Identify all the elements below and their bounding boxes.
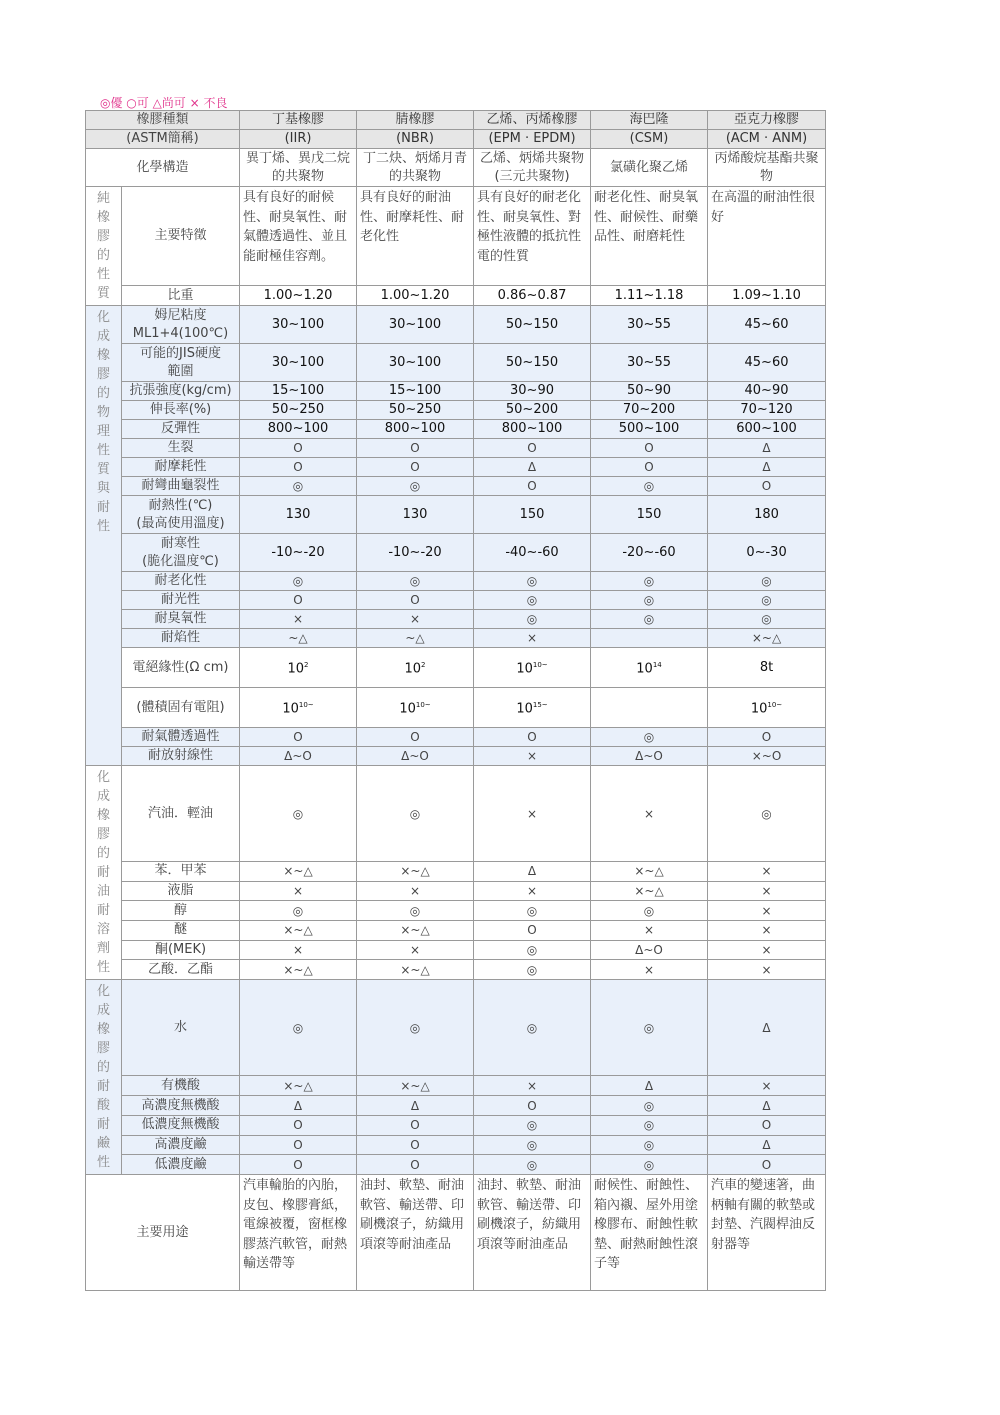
value-cell: × (591, 766, 708, 862)
value-cell: O (357, 591, 474, 610)
value-cell: O (591, 439, 708, 458)
value-cell: Δ (240, 1096, 357, 1116)
value-cell: × (240, 610, 357, 629)
value-cell: $10^{10\sim}$ (708, 688, 826, 728)
row-label: 低濃度無機酸 (122, 1115, 240, 1135)
rubber-property-table (85, 110, 826, 1291)
table-row (86, 591, 826, 610)
value-cell: 70~120 (708, 401, 826, 420)
row-label: 耐熱性(℃) (最高使用溫度) (122, 496, 240, 534)
value-cell: Δ~O (591, 940, 708, 960)
value-cell: 130 (357, 496, 474, 534)
value-cell: $10^{15\sim}$ (474, 688, 591, 728)
value-cell: O (708, 1155, 826, 1175)
value-cell: O (357, 439, 474, 458)
value-cell: ×~△ (240, 1076, 357, 1096)
table-row (86, 1076, 826, 1096)
value-cell: Δ (708, 1096, 826, 1116)
value-cell: ×~△ (591, 881, 708, 901)
value-cell: × (708, 881, 826, 901)
value-cell: ◎ (591, 901, 708, 921)
value-cell: 8t (708, 648, 826, 688)
value-cell: O (591, 458, 708, 477)
header-astm-code: (CSM) (591, 130, 708, 149)
value-cell: O (240, 1135, 357, 1155)
table-row (86, 187, 826, 286)
value-cell (591, 629, 708, 648)
value-cell: 30~55 (591, 344, 708, 382)
table-row (86, 1096, 826, 1116)
value-cell: ◎ (357, 477, 474, 496)
value-cell: Δ~O (357, 747, 474, 766)
header-structure: 丙烯酸烷基酯共聚物 (708, 149, 826, 187)
value-cell: × (474, 629, 591, 648)
value-cell: ◎ (591, 728, 708, 747)
value-cell: × (708, 1076, 826, 1096)
exponent: 14 (652, 661, 662, 670)
value-cell: ◎ (591, 1115, 708, 1135)
value-cell: ×~O (708, 747, 826, 766)
value-cell: ◎ (474, 572, 591, 591)
value-cell: × (357, 940, 474, 960)
value-cell: 50~250 (357, 401, 474, 420)
value-cell: O (474, 728, 591, 747)
value-cell: O (357, 728, 474, 747)
value-cell: 180 (708, 496, 826, 534)
table-row (86, 688, 826, 728)
table-row (86, 534, 826, 572)
header-rubber-type-label: 橡膠種類 (86, 111, 240, 130)
header-rubber-name: 丁基橡膠 (240, 111, 357, 130)
value-cell: ×~△ (240, 862, 357, 882)
header-rubber-name: 乙烯、丙烯橡膠 (474, 111, 591, 130)
feature-description: 耐老化性、耐臭氧性、耐候性、耐藥品性、耐磨耗性 (591, 187, 708, 286)
row-label: 姆尼粘度 ML1+4(100℃) (122, 306, 240, 344)
table-row (86, 477, 826, 496)
row-label: 耐放射線性 (122, 747, 240, 766)
exponent: 10~ (415, 701, 431, 710)
row-label: 苯．甲苯 (122, 862, 240, 882)
row-label: 耐光性 (122, 591, 240, 610)
main-uses-label: 主要用途 (86, 1175, 240, 1291)
value-cell: 50~150 (474, 344, 591, 382)
value-cell: ×~△ (357, 862, 474, 882)
value-cell: 0~-30 (708, 534, 826, 572)
value-cell: 50~150 (474, 306, 591, 344)
value-cell: O (357, 1115, 474, 1135)
value-cell: ◎ (357, 980, 474, 1076)
row-label: 可能的JIS硬度 範圍 (122, 344, 240, 382)
table-row (86, 610, 826, 629)
value-cell: -40~-60 (474, 534, 591, 572)
value-cell: ◎ (240, 477, 357, 496)
table-row (86, 111, 826, 130)
header-astm-label: (ASTM簡稱) (86, 130, 240, 149)
value-cell: ◎ (474, 940, 591, 960)
value-cell: ◎ (591, 1135, 708, 1155)
value-cell: × (474, 1076, 591, 1096)
exponent: 2 (304, 661, 309, 670)
header-astm-code: (IIR) (240, 130, 357, 149)
value-cell: 1.09~1.10 (708, 286, 826, 306)
header-structure: 異丁烯、異戊二烷的共聚物 (240, 149, 357, 187)
value-cell: Δ~O (240, 747, 357, 766)
exponent: 10~ (532, 661, 548, 670)
value-cell: 800~100 (474, 420, 591, 439)
value-cell: O (357, 458, 474, 477)
row-label: 反彈性 (122, 420, 240, 439)
value-cell: ×~△ (357, 1076, 474, 1096)
table-row (86, 629, 826, 648)
header-astm-code: (NBR) (357, 130, 474, 149)
feature-description: 具有良好的耐油性、耐摩耗性、耐老化性 (357, 187, 474, 286)
value-cell: O (474, 1096, 591, 1116)
value-cell: 150 (474, 496, 591, 534)
feature-description: 具有良好的耐候性、耐臭氧性、耐氣體透過性、並且能耐極佳容劑。 (240, 187, 357, 286)
table-row (86, 496, 826, 534)
value-cell: × (474, 881, 591, 901)
value-cell: -10~-20 (357, 534, 474, 572)
row-label: 有機酸 (122, 1076, 240, 1096)
value-cell: ×~△ (591, 862, 708, 882)
value-cell: 30~100 (240, 306, 357, 344)
value-cell: O (708, 1115, 826, 1135)
table-row (86, 382, 826, 401)
main-use-description: 耐候性、耐蝕性、箱內襯、屋外用塗橡膠布、耐蝕性軟墊、耐熱耐蝕性滾子等 (591, 1175, 708, 1291)
header-structure: 氯磺化聚乙烯 (591, 149, 708, 187)
table-row (86, 1175, 826, 1291)
value-cell: 600~100 (708, 420, 826, 439)
table-row (86, 648, 826, 688)
legend-text: ◎優 ○可 △尚可 × 不良 (100, 96, 228, 110)
table-row (86, 1115, 826, 1135)
value-cell: 150 (591, 496, 708, 534)
table-row (86, 728, 826, 747)
value-cell: × (240, 940, 357, 960)
row-label: 耐寒性 (脆化溫度℃) (122, 534, 240, 572)
value-cell: ◎ (357, 901, 474, 921)
header-rubber-name: 海巴隆 (591, 111, 708, 130)
table-row (86, 901, 826, 921)
value-cell: O (708, 477, 826, 496)
table-row (86, 130, 826, 149)
row-label: 乙酸．乙酯 (122, 960, 240, 980)
main-use-description: 油封、軟墊、耐油軟管、輸送帶、印刷機滾子，紡織用項滾等耐油產品 (357, 1175, 474, 1291)
value-cell: ◎ (240, 901, 357, 921)
row-label: 耐摩耗性 (122, 458, 240, 477)
value-cell: ◎ (591, 572, 708, 591)
header-structure: 丁二炔、炳烯月青的共聚物 (357, 149, 474, 187)
row-label: 耐彎曲龜裂性 (122, 477, 240, 496)
value-cell: ◎ (240, 766, 357, 862)
table-row (86, 286, 826, 306)
feature-description: 在高溫的耐油性很好 (708, 187, 826, 286)
header-astm-code: (EPM · EPDM) (474, 130, 591, 149)
value-cell: O (240, 591, 357, 610)
value-cell: $10^2$ (240, 648, 357, 688)
value-cell: ◎ (591, 591, 708, 610)
value-cell: ◎ (357, 572, 474, 591)
value-cell: ◎ (474, 960, 591, 980)
table-row (86, 572, 826, 591)
row-label: 液脂 (122, 881, 240, 901)
row-label: 酮(MEK) (122, 940, 240, 960)
category-acid-resistance: 化 成 橡 膠 的 耐 酸 耐 鹼 性 (86, 980, 122, 1175)
header-structure-label: 化學構造 (86, 149, 240, 187)
value-cell (591, 688, 708, 728)
value-cell: × (708, 960, 826, 980)
value-cell: 30~100 (357, 344, 474, 382)
value-cell: 0.86~0.87 (474, 286, 591, 306)
table-row (86, 921, 826, 941)
value-cell: ◎ (240, 572, 357, 591)
row-label: 抗張強度(kg/cm) (122, 382, 240, 401)
table-row (86, 149, 826, 187)
header-rubber-name: 腈橡膠 (357, 111, 474, 130)
value-cell: Δ (708, 980, 826, 1076)
exponent: 10~ (767, 701, 783, 710)
value-cell: O (474, 439, 591, 458)
exponent: 15~ (532, 701, 548, 710)
feature-description: 具有良好的耐老化性、耐臭氧性、對極性液體的抵抗性電的性質 (474, 187, 591, 286)
value-cell: × (591, 921, 708, 941)
value-cell: O (240, 439, 357, 458)
value-cell: ◎ (591, 477, 708, 496)
value-cell: × (357, 881, 474, 901)
exponent: 2 (421, 661, 426, 670)
header-rubber-name: 亞克力橡膠 (708, 111, 826, 130)
row-label: 耐老化性 (122, 572, 240, 591)
value-cell: O (240, 1115, 357, 1135)
header-astm-code: (ACM · ANM) (708, 130, 826, 149)
table-row (86, 960, 826, 980)
value-cell: 1.00~1.20 (357, 286, 474, 306)
value-cell: 70~200 (591, 401, 708, 420)
value-cell: ×~△ (708, 629, 826, 648)
value-cell: 1.00~1.20 (240, 286, 357, 306)
value-cell: ◎ (240, 980, 357, 1076)
value-cell: × (708, 901, 826, 921)
row-label: 低濃度鹼 (122, 1155, 240, 1175)
row-label: 電絕緣性(Ω cm) (122, 648, 240, 688)
main-use-description: 汽車的變速箸，曲柄軸有關的軟墊或封墊、汽閥桿油反射器等 (708, 1175, 826, 1291)
value-cell: 50~250 (240, 401, 357, 420)
table-row (86, 439, 826, 458)
value-cell: 30~90 (474, 382, 591, 401)
value-cell: × (474, 747, 591, 766)
value-cell: -20~-60 (591, 534, 708, 572)
exponent: 10~ (298, 701, 314, 710)
value-cell: ◎ (591, 1155, 708, 1175)
row-label: 耐氣體透過性 (122, 728, 240, 747)
table-row (86, 881, 826, 901)
row-label: 醇 (122, 901, 240, 921)
value-cell: $10^{10\sim}$ (240, 688, 357, 728)
row-label: 生裂 (122, 439, 240, 458)
value-cell: ◎ (474, 591, 591, 610)
table-row (86, 401, 826, 420)
table-row (86, 306, 826, 344)
value-cell: 50~90 (591, 382, 708, 401)
table-row (86, 747, 826, 766)
value-cell: O (708, 728, 826, 747)
value-cell: ◎ (591, 610, 708, 629)
value-cell: O (474, 477, 591, 496)
value-cell: ◎ (708, 610, 826, 629)
value-cell: ◎ (591, 980, 708, 1076)
table-row (86, 862, 826, 882)
value-cell: × (240, 881, 357, 901)
value-cell: ~△ (357, 629, 474, 648)
value-cell: 40~90 (708, 382, 826, 401)
value-cell: × (708, 862, 826, 882)
value-cell: ×~△ (240, 960, 357, 980)
table-row (86, 1135, 826, 1155)
value-cell: ◎ (708, 591, 826, 610)
value-cell: ×~△ (240, 921, 357, 941)
value-cell: ◎ (474, 901, 591, 921)
value-cell: × (357, 610, 474, 629)
value-cell: ◎ (474, 1115, 591, 1135)
row-label: 汽油．輕油 (122, 766, 240, 862)
header-structure: 乙烯、炳烯共聚物(三元共聚物) (474, 149, 591, 187)
value-cell: -10~-20 (240, 534, 357, 572)
row-label: 高濃度無機酸 (122, 1096, 240, 1116)
row-label: (體積固有電阻) (122, 688, 240, 728)
row-label: 水 (122, 980, 240, 1076)
row-label: 耐臭氧性 (122, 610, 240, 629)
value-cell: O (240, 458, 357, 477)
row-label: 高濃度鹼 (122, 1135, 240, 1155)
value-cell: 45~60 (708, 306, 826, 344)
row-label: 醚 (122, 921, 240, 941)
main-use-description: 汽車輪胎的內胎，皮包、橡膠膏紙，電線被覆，窗框橡膠蒸汽軟管，耐熱輸送帶等 (240, 1175, 357, 1291)
value-cell: ◎ (357, 766, 474, 862)
value-cell: Δ (474, 458, 591, 477)
value-cell: 500~100 (591, 420, 708, 439)
main-use-description: 油封、軟墊、耐油軟管、輸送帶、印刷機滾子，紡織用項滾等耐油產品 (474, 1175, 591, 1291)
value-cell: 30~100 (240, 344, 357, 382)
table-row (86, 766, 826, 862)
category-pure-properties: 純 橡 膠 的 性 質 (86, 187, 122, 306)
value-cell: $10^{14}$ (591, 648, 708, 688)
value-cell: ◎ (474, 610, 591, 629)
value-cell: ◎ (474, 980, 591, 1076)
value-cell: $10^{10\sim}$ (357, 688, 474, 728)
value-cell: ×~△ (357, 960, 474, 980)
value-cell: ◎ (474, 1155, 591, 1175)
value-cell: × (708, 940, 826, 960)
table-row (86, 458, 826, 477)
value-cell: 15~100 (240, 382, 357, 401)
value-cell: 30~100 (357, 306, 474, 344)
table-row (86, 344, 826, 382)
row-label: 主要特徵 (122, 187, 240, 286)
value-cell: 50~200 (474, 401, 591, 420)
value-cell: 45~60 (708, 344, 826, 382)
row-label: 比重 (122, 286, 240, 306)
value-cell: ◎ (708, 572, 826, 591)
value-cell: 1.11~1.18 (591, 286, 708, 306)
value-cell: 130 (240, 496, 357, 534)
value-cell: 15~100 (357, 382, 474, 401)
value-cell: O (474, 921, 591, 941)
value-cell: O (357, 1135, 474, 1155)
value-cell: Δ~O (591, 747, 708, 766)
value-cell: $10^{10\sim}$ (474, 648, 591, 688)
row-label: 耐焰性 (122, 629, 240, 648)
value-cell: 800~100 (240, 420, 357, 439)
table-row (86, 420, 826, 439)
value-cell: ◎ (591, 1096, 708, 1116)
value-cell: Δ (474, 862, 591, 882)
table-row (86, 1155, 826, 1175)
value-cell: 800~100 (357, 420, 474, 439)
value-cell: O (240, 1155, 357, 1175)
value-cell: Δ (708, 458, 826, 477)
value-cell: ×~△ (357, 921, 474, 941)
value-cell: Δ (708, 439, 826, 458)
value-cell: ◎ (474, 1135, 591, 1155)
value-cell: O (357, 1155, 474, 1175)
category-physical-properties: 化 成 橡 膠 的 物 理 性 質 與 耐 性 (86, 306, 122, 766)
value-cell: $10^2$ (357, 648, 474, 688)
row-label: 伸長率(%) (122, 401, 240, 420)
category-oil-resistance: 化 成 橡 膠 的 耐 油 耐 溶 劑 性 (86, 766, 122, 980)
table-row (86, 980, 826, 1076)
value-cell: × (591, 960, 708, 980)
value-cell: ◎ (708, 766, 826, 862)
table-row (86, 940, 826, 960)
value-cell: Δ (357, 1096, 474, 1116)
value-cell: × (474, 766, 591, 862)
value-cell: O (240, 728, 357, 747)
value-cell: 30~55 (591, 306, 708, 344)
value-cell: ~△ (240, 629, 357, 648)
value-cell: Δ (708, 1135, 826, 1155)
value-cell: Δ (591, 1076, 708, 1096)
value-cell: × (708, 921, 826, 941)
